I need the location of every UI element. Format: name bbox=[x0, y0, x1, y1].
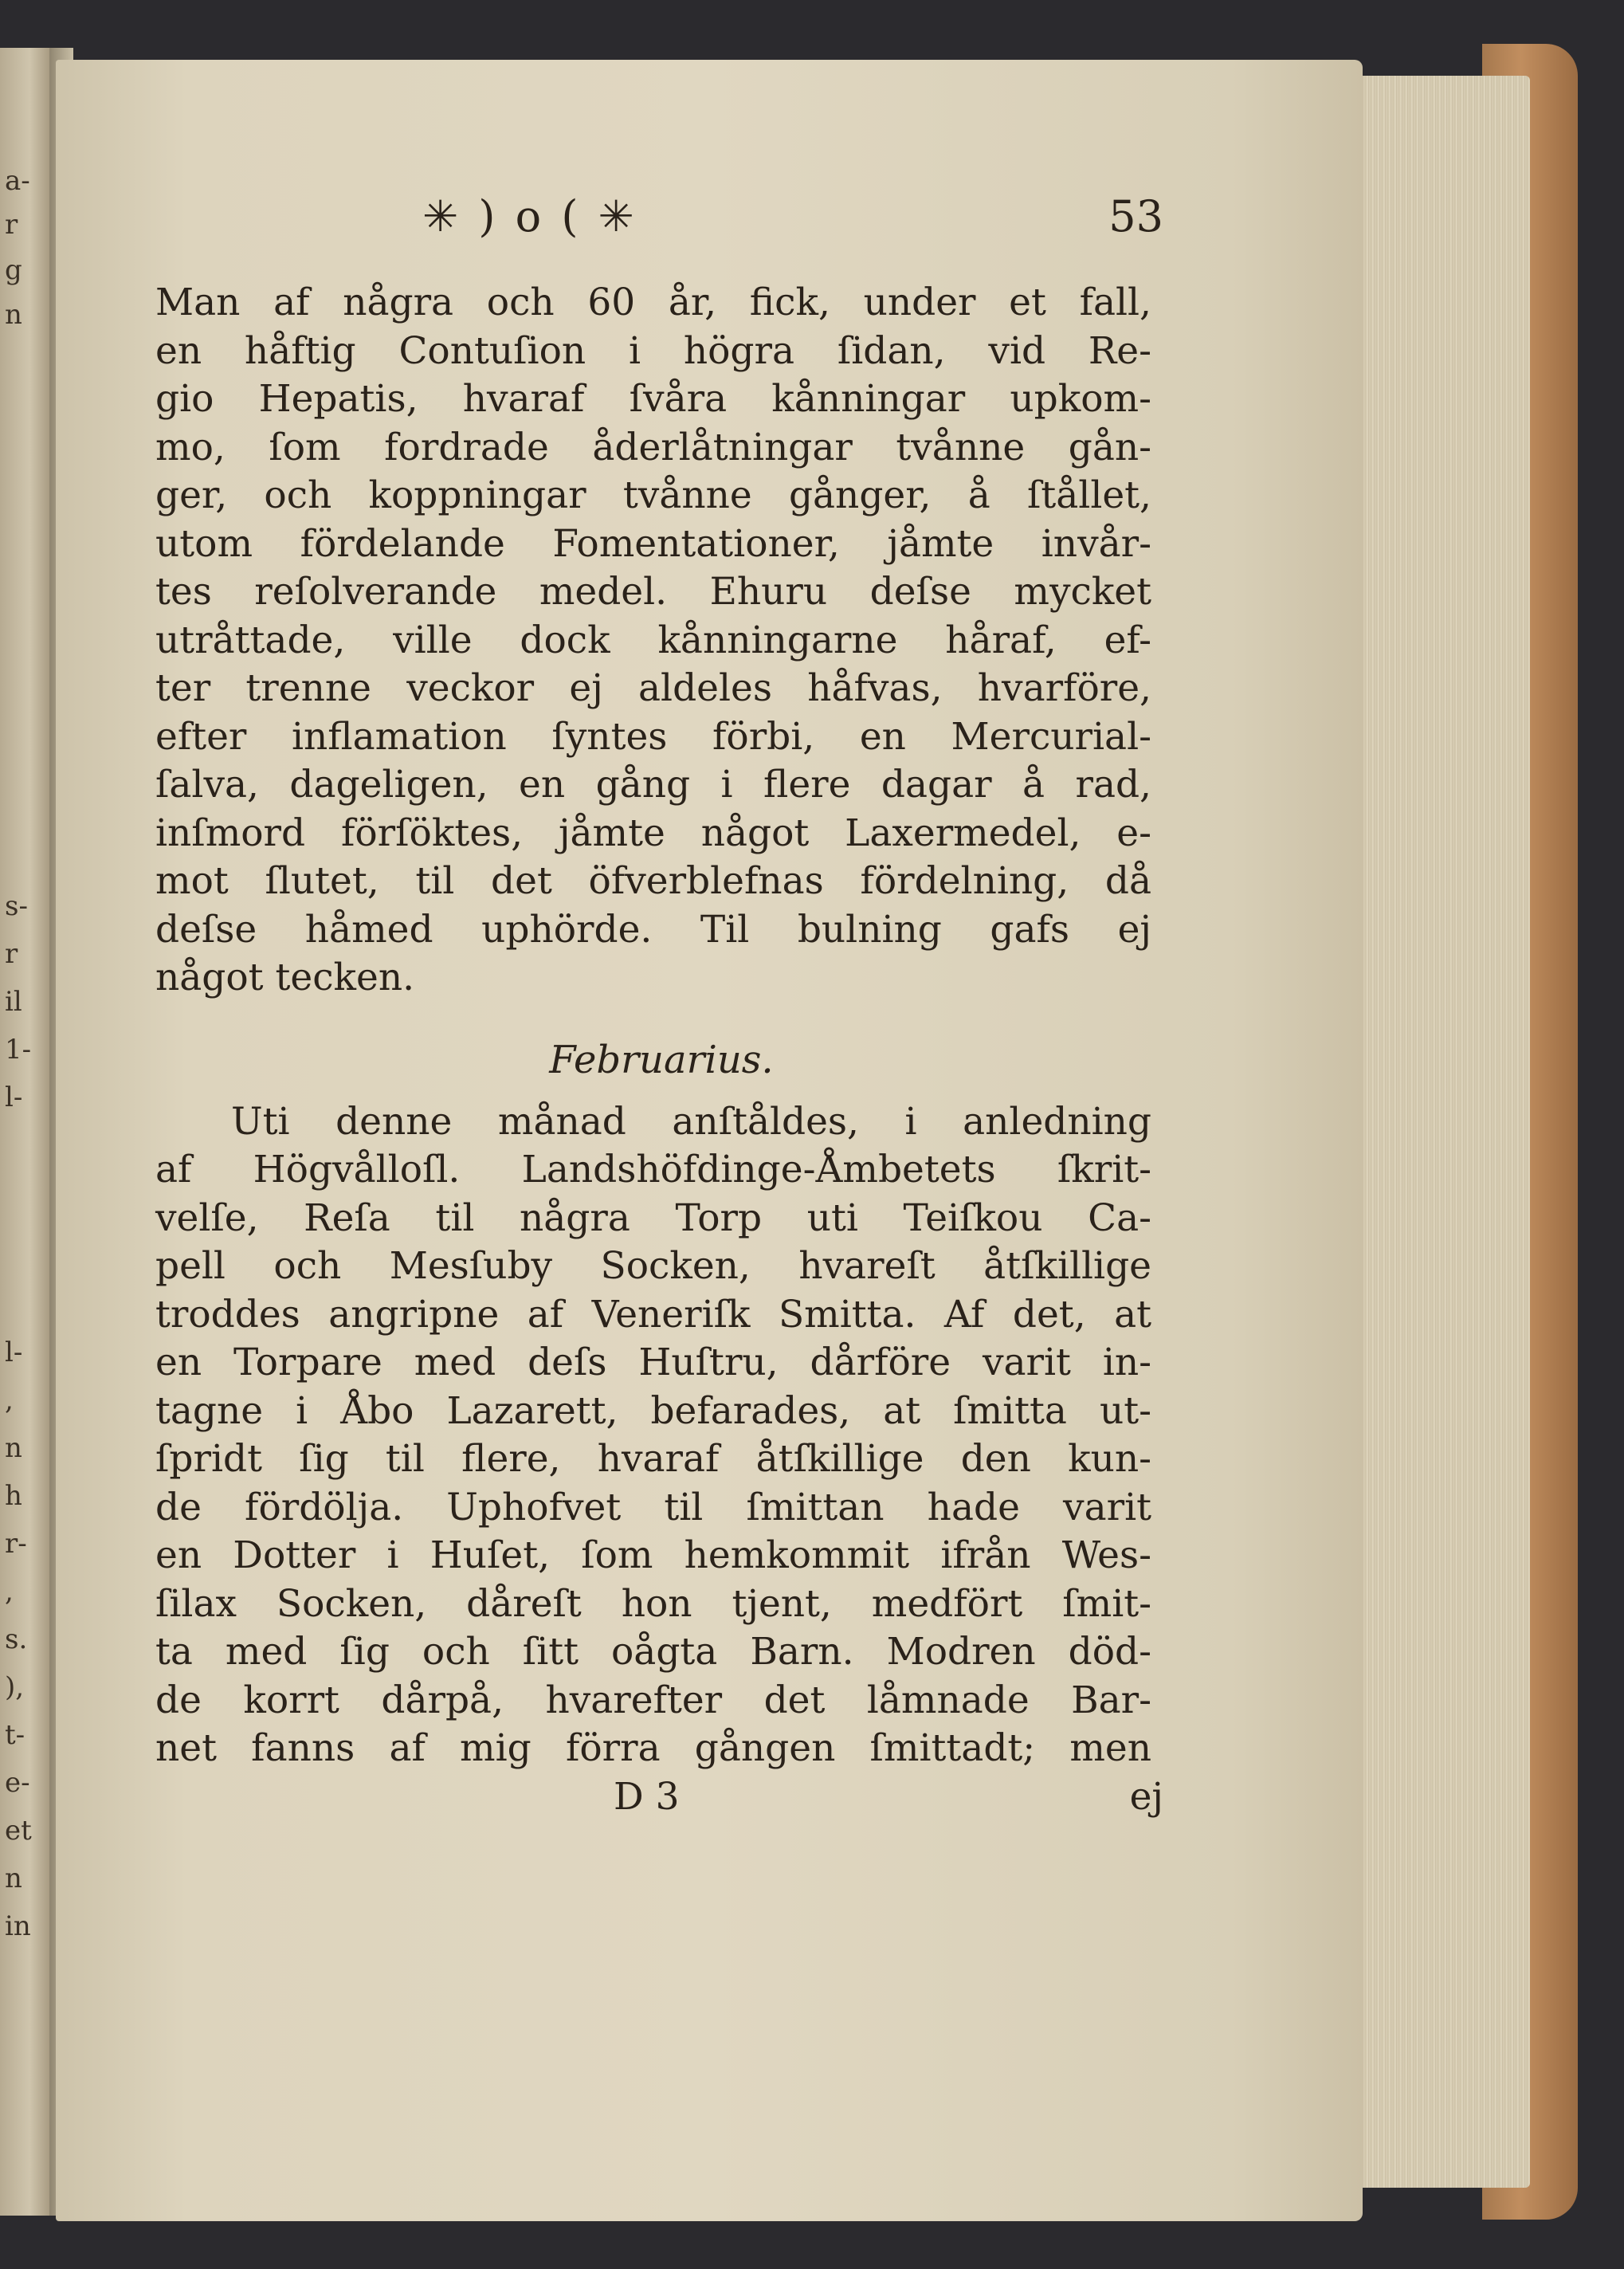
header-ornament: ✳ ) o ( ✳ bbox=[422, 191, 637, 241]
page-number: 53 bbox=[1108, 191, 1163, 241]
left-fragment: g bbox=[5, 254, 22, 286]
text-line: ſilax Socken, dåreſt hon tjent, medfört ſmit- bbox=[155, 1581, 1151, 1626]
left-fragment: il bbox=[5, 986, 22, 1018]
text-line: net fanns af mig förra gången ſmittadt; men bbox=[155, 1726, 1151, 1770]
left-fragment: n bbox=[5, 1432, 22, 1464]
text-line: de fördölja. Uphofvet til ſmittan hade varit bbox=[155, 1485, 1151, 1529]
left-fragment: e- bbox=[5, 1767, 30, 1799]
text-line: velſe, Reſa til några Torp uti Teiſkou Ca- bbox=[155, 1195, 1151, 1240]
left-fragment: s. bbox=[5, 1623, 28, 1655]
signature-mark: D 3 bbox=[614, 1774, 680, 1819]
left-fragment: n bbox=[5, 1863, 22, 1894]
left-fragment: l- bbox=[5, 1082, 23, 1113]
text-line: en Dotter i Huſet, ſom hemkommit ifrån Wes- bbox=[155, 1533, 1151, 1577]
left-page-edge bbox=[0, 48, 49, 2216]
running-head bbox=[155, 191, 1163, 279]
left-fragment: et bbox=[5, 1815, 32, 1847]
text-line: tagne i Åbo Lazarett, befarades, at ſmitta ut- bbox=[155, 1388, 1151, 1433]
left-fragment: in bbox=[5, 1910, 31, 1942]
paragraph-1 bbox=[155, 279, 1151, 1003]
text-line: mot ſlutet, til det öfverblefnas fördelning, då bbox=[155, 859, 1151, 903]
left-fragment: t- bbox=[5, 1719, 25, 1751]
section-heading: Februarius. bbox=[549, 1037, 774, 1082]
text-line: ſalva, dageligen, en gång i flere dagar å rad, bbox=[155, 763, 1151, 807]
left-fragment: r- bbox=[5, 1528, 27, 1560]
left-fragment: 1- bbox=[5, 1034, 32, 1066]
text-line: troddes angripne af Veneriſk Smitta. Af det, at bbox=[155, 1292, 1151, 1337]
left-fragment: a- bbox=[5, 165, 30, 197]
text-line: gio Hepatis, hvaraf ſvåra kånningar upkom- bbox=[155, 377, 1151, 421]
text-line: Uti denne månad anſtåldes, i anledning bbox=[231, 1099, 1151, 1144]
left-fragment: r bbox=[5, 209, 18, 241]
left-fragment: l- bbox=[5, 1337, 23, 1368]
text-line: Man af några och 60 år, fick, under et fall, bbox=[155, 281, 1151, 324]
text-line: en Torpare med deſs Huſtru, dårföre varit in- bbox=[155, 1341, 1151, 1384]
text-line: ger, och koppningar tvånne gånger, å ſtållet, bbox=[155, 473, 1151, 517]
text-line: af Högvålloſl. Landshöfdinge-Åmbetets ſkrit- bbox=[155, 1148, 1151, 1191]
text-line: efter inflamation ſyntes förbi, en Mercurial- bbox=[155, 714, 1151, 759]
left-fragment: , bbox=[5, 1384, 14, 1416]
text-line: utråttade, ville dock kånningarne håraf, ef- bbox=[155, 618, 1151, 662]
left-fragment: ), bbox=[5, 1671, 25, 1703]
text-line: ſpridt ſig til flere, hvaraf åtſkillige den kun- bbox=[155, 1437, 1151, 1481]
text-line: tes reſolverande medel. Ehuru deſse mycket bbox=[155, 570, 1151, 614]
text-line: utom fördelande Fomentationer, jåmte invår- bbox=[155, 521, 1151, 566]
paragraph-2 bbox=[155, 1098, 1151, 1773]
text-line: ta med ſig och ſitt oågta Barn. Modren död- bbox=[155, 1630, 1151, 1674]
left-fragment: s- bbox=[5, 890, 28, 922]
text-line: pell och Mesſuby Socken, hvareſt åtſkillige bbox=[155, 1244, 1151, 1288]
text-line: något tecken. bbox=[155, 956, 415, 999]
text-line: inſmord förſöktes, jåmte något Laxermedel, e- bbox=[155, 811, 1151, 855]
left-fragment: r bbox=[5, 938, 18, 970]
text-line: deſse håmed uphörde. Til bulning gafs ej bbox=[155, 907, 1151, 952]
left-fragment: h bbox=[5, 1480, 22, 1512]
catchword: ej bbox=[1129, 1774, 1163, 1819]
page-footer bbox=[155, 1773, 1163, 1821]
text-line: en håftig Contuſion i högra ſidan, vid Re- bbox=[155, 328, 1151, 373]
page-text bbox=[155, 191, 1163, 1821]
text-line: mo, ſom fordrade åderlåtningar tvånne gån- bbox=[155, 425, 1151, 469]
left-page-fragments bbox=[2, 48, 49, 2216]
text-line: ter trenne veckor ej aldeles håfvas, hvarföre, bbox=[155, 666, 1151, 710]
text-line: de korrt dårpå, hvarefter det låmnade Bar- bbox=[155, 1678, 1151, 1722]
left-fragment: , bbox=[5, 1576, 14, 1608]
left-fragment: n bbox=[5, 299, 22, 331]
page-block-edges bbox=[1347, 76, 1530, 2188]
